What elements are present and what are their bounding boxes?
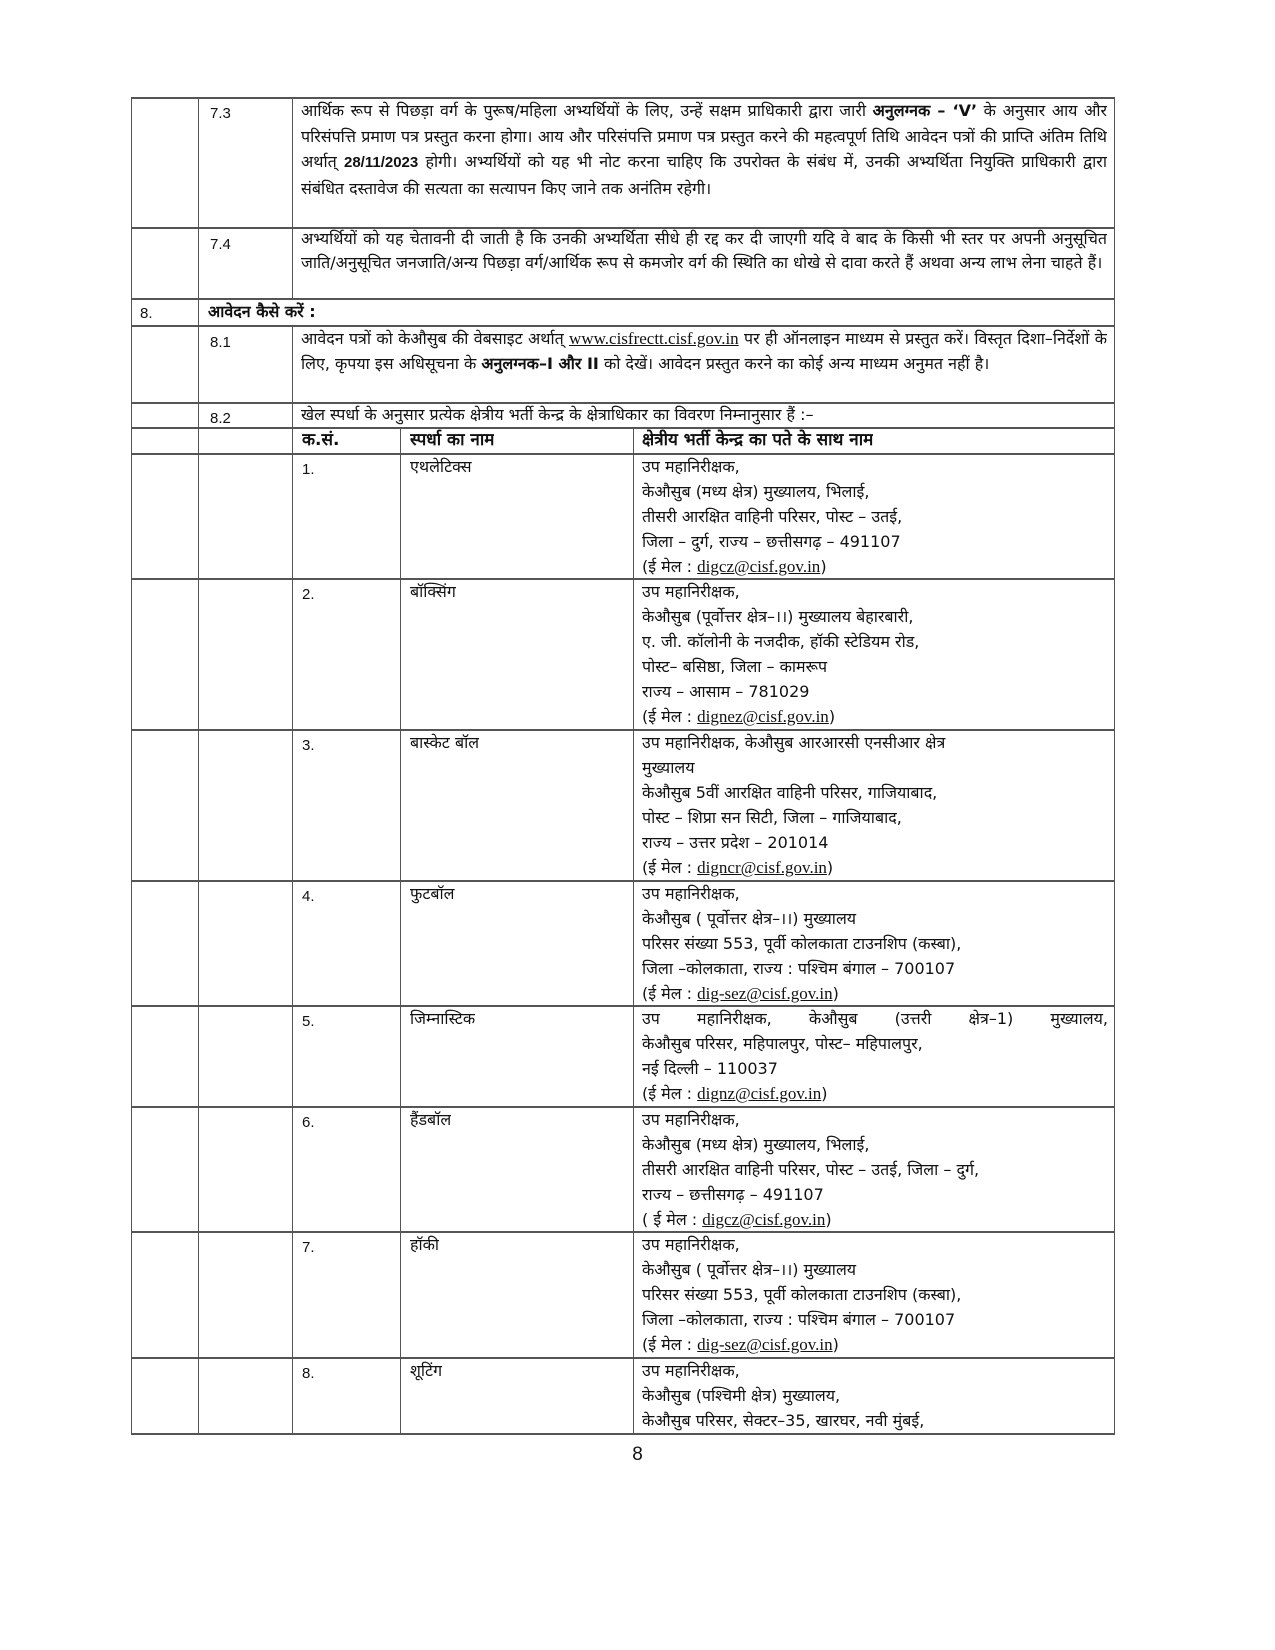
email-close-paren: ) [821,1084,828,1103]
address-line: केऔसुब (मध्य क्षेत्र) मुख्यालय, भिलाई, [642,1135,870,1154]
email-close-paren: ) [832,1335,839,1354]
address-line: नई दिल्ली – 110037 [642,1059,778,1078]
row-sport-name: हैंडबॉल [410,1110,452,1129]
address-line: केऔसुब परिसर, महिपालपुर, पोस्ट– महिपालपुर, [642,1034,923,1053]
address-line: उप महानिरीक्षक, [642,582,740,601]
email-label: (ई मेल : [642,984,698,1003]
address-line: केऔसुब ( पूर्वोत्तर क्षेत्र–।।) मुख्यालय [642,909,857,928]
email-link[interactable]: digncr@cisf.gov.in [697,858,827,877]
row-sport-name: फुटबॉल [410,884,455,903]
table-border-bottom [131,1433,1115,1435]
email-label: (ई मेल : [642,858,698,877]
address-line: मुख्यालय [642,758,695,777]
table-border-right [1114,97,1115,1434]
header-serial-number: क.सं. [302,430,340,450]
address-line: तीसरी आरक्षित वाहिनी परिसर, पोस्ट – उतई, [642,507,903,526]
address-line: केऔसुब 5वीं आरक्षित वाहिनी परिसर, गाजियाबाद, [642,783,938,802]
section-8-1-part3: को देखें। आवेदन प्रस्तुत करने का कोई अन्य माध्यम अनुमत नहीं है। [598,354,990,373]
header-sport-name: स्पर्धा का नाम [410,430,495,450]
column-divider [633,427,634,1434]
address-line: उप महानिरीक्षक, [642,884,740,903]
row-serial-number: 2. [302,586,315,603]
row-sport-name: जिम्नास्टिक [410,1009,476,1028]
section-7-4-text: अभ्यर्थियों को यह चेतावनी दी जाती है कि उनकी अभ्यर्थिता सीधे ही रद्द कर दी जाएगी यदि वे बाद के किसी भी स्तर पर अपनी अनुसूचित जाति/अनुसूचित जनजाति/अन्य पिछड़ा वर्ग/आर्थिक रूप से कमजोर वर्ग की स्थिति का धोखे से दावा करते हैं अथवा अन्य लाभ लेना चाहते हैं। [301,229,1107,272]
address-line: उप महानिरीक्षक, [642,1235,740,1254]
address-line: पोस्ट – शिप्रा सन सिटी, जिला – गाजियाबाद, [642,808,902,827]
address-line: जिला –कोलकाता, राज्य : पश्चिम बंगाल – 700107 [642,1310,956,1329]
row-sport-name: शूटिंग [410,1361,443,1380]
email-label: (ई मेल : [642,557,698,576]
header-centre-address: क्षेत्रीय भर्ती केन्द्र का पते के साथ नाम [642,430,874,450]
address-line: केऔसुब (पूर्वोत्तर क्षेत्र–।।) मुख्यालय बेहारबारी, [642,607,914,626]
address-line: तीसरी आरक्षित वाहिनी परिसर, पोस्ट – उतई, जिला – दुर्ग, [642,1160,980,1179]
table-border-left [131,97,132,1434]
email-close-paren: ) [826,858,834,877]
address-line: राज्य – छत्तीसगढ़ – 491107 [642,1185,824,1204]
row-centre-address [642,730,1108,880]
email-line [642,704,1108,729]
section-number-8-1: 8.1 [210,334,231,351]
email-line [642,1207,1108,1232]
email-label: (ई मेल : [642,707,698,726]
address-line: केऔसुब परिसर, सेक्टर–35, खारघर, नवी मुंबई, [642,1411,925,1430]
annexure-i-ii-reference: अनुलग्नक–I और II [481,354,599,373]
address-line: परिसर संख्या 553, पूर्वी कोलकाता टाउनशिप (कस्बा), [642,1285,962,1304]
email-line [642,981,1108,1006]
address-line: परिसर संख्या 553, पूर्वी कोलकाता टाउनशिप (कस्बा), [642,934,962,953]
email-link[interactable]: digcz@cisf.gov.in [697,557,821,576]
row-sport-name: बास्केट बॉल [410,733,480,752]
section-8-1-part1: आवेदन पत्रों को केऔसुब की वेबसाइट अर्थात् [301,329,570,348]
address-line: जिला – दुर्ग, राज्य – छत्तीसगढ़ – 491107 [642,532,901,551]
email-label: ( ई मेल : [642,1210,703,1229]
address-line: उप महानिरीक्षक, [642,1361,740,1380]
address-line: राज्य – आसाम – 781029 [642,682,810,701]
address-line: राज्य – उत्तर प्रदेश – 201014 [642,833,829,852]
section-8-title: आवेदन कैसे करें : [208,302,316,321]
row-sport-name: एथलेटिक्स [410,457,472,476]
row-centre-address [642,1232,1108,1357]
section-number-7-3: 7.3 [210,105,231,122]
row-serial-number: 1. [302,461,315,478]
row-centre-address [642,454,1108,579]
email-line [642,1081,1108,1106]
row-serial-number: 3. [302,737,315,754]
row-serial-number: 5. [302,1013,315,1030]
email-line [642,1332,1108,1357]
address-line: केऔसुब ( पूर्वोत्तर क्षेत्र–।।) मुख्यालय [642,1260,857,1279]
address-line: उप महानिरीक्षक, केऔसुब आरआरसी एनसीआर क्षेत्र [642,733,946,752]
column-divider [292,97,293,298]
email-link[interactable]: dig-sez@cisf.gov.in [697,1335,833,1354]
address-line: जिला –कोलकाता, राज्य : पश्चिम बंगाल – 700107 [642,959,956,978]
email-link[interactable]: digcz@cisf.gov.in [702,1210,826,1229]
row-centre-address [642,1006,1108,1106]
address-line: ए. जी. कॉलोनी के नजदीक, हॉकी स्टेडियम रोड, [642,632,920,651]
section-8-1-part2: पर ही ऑनलाइन माध्यम से प्रस्तुत करें। विस्तृत दिशा–निर्देशों के लिए, कृपया इस अधिसूचना के [301,329,1107,373]
section-number-8: 8. [140,305,153,322]
section-7-3-text [301,98,1107,201]
email-close-paren: ) [825,1210,832,1229]
row-serial-number: 8. [302,1365,315,1382]
section-number-8-2: 8.2 [210,410,231,427]
address-line: उप महानिरीक्षक, [642,457,740,476]
address-line: पोस्ट– बसिष्ठा, जिला – कामरूप [642,657,828,676]
address-line: उप महानिरीक्षक, केऔसुब (उत्तरी क्षेत्र–1) मुख्यालय, [642,1009,1108,1028]
section-number-7-4: 7.4 [210,236,231,253]
row-divider [131,427,1115,429]
email-line [642,554,1108,579]
annexure-v-reference: अनुलग्नक – ‘V’ [872,101,978,120]
row-centre-address [642,881,1108,1006]
email-close-paren: ) [820,557,827,576]
email-link[interactable]: dignz@cisf.gov.in [697,1084,822,1103]
section-7-3-part2: के अनुसार आय और परिसंपत्ति प्रमाण पत्र प्रस्तुत करना होगा। आय और परिसंपत्ति प्रमाण पत्र प्रस्तुत करने की महत्वपूर्ण तिथि आवेदन पत्रों की प्राप्ति अंतिम तिथि अर्थात् [301,101,1107,171]
row-sport-name: हॉकी [410,1235,440,1254]
section-7-3-part1: आर्थिक रूप से पिछड़ा वर्ग के पुरूष/महिला अभ्यर्थियों के लिए, उन्हें सक्षम प्राधिकारी द्वारा जारी [301,101,867,120]
column-divider [292,325,293,1434]
website-link[interactable]: www.cisfrectt.cisf.gov.in [569,329,739,348]
row-serial-number: 4. [302,888,315,905]
section-8-1-text [301,326,1107,376]
row-centre-address [642,579,1108,729]
email-close-paren: ) [832,984,839,1003]
email-label: (ई मेल : [642,1335,698,1354]
page-number: 8 [632,1444,643,1465]
row-serial-number: 6. [302,1114,315,1131]
email-link[interactable]: dig-sez@cisf.gov.in [697,984,833,1003]
row-centre-address [642,1107,1108,1232]
address-line: केऔसुब (पश्चिमी क्षेत्र) मुख्यालय, [642,1386,841,1405]
email-line [642,855,1108,880]
section-7-3-part3: होगी। अभ्यर्थियों को यह भी नोट करना चाहिए कि उपरोक्त के संबंध में, उनकी अभ्यर्थिता नियुक्ति प्राधिकारी द्वारा संबंधित दस्तावेज की सत्यता का सत्यापन किए जाने तक अनंतिम रहेगी। [301,152,1107,198]
email-close-paren: ) [828,707,836,726]
column-divider [198,97,199,1434]
email-label: (ई मेल : [642,1084,698,1103]
row-sport-name: बॉक्सिंग [410,582,456,601]
row-serial-number: 7. [302,1239,315,1256]
column-divider [400,427,401,1434]
email-link[interactable]: dignez@cisf.gov.in [697,707,829,726]
address-line: उप महानिरीक्षक, [642,1110,740,1129]
row-centre-address [642,1358,1108,1433]
address-line: केऔसुब (मध्य क्षेत्र) मुख्यालय, भिलाई, [642,482,870,501]
section-8-2-text: खेल स्पर्धा के अनुसार प्रत्येक क्षेत्रीय भर्ती केन्द्र के क्षेत्राधिकार का विवरण निम्नानुसार हैं :– [301,405,814,424]
last-date: 28/11/2023 [343,154,419,171]
